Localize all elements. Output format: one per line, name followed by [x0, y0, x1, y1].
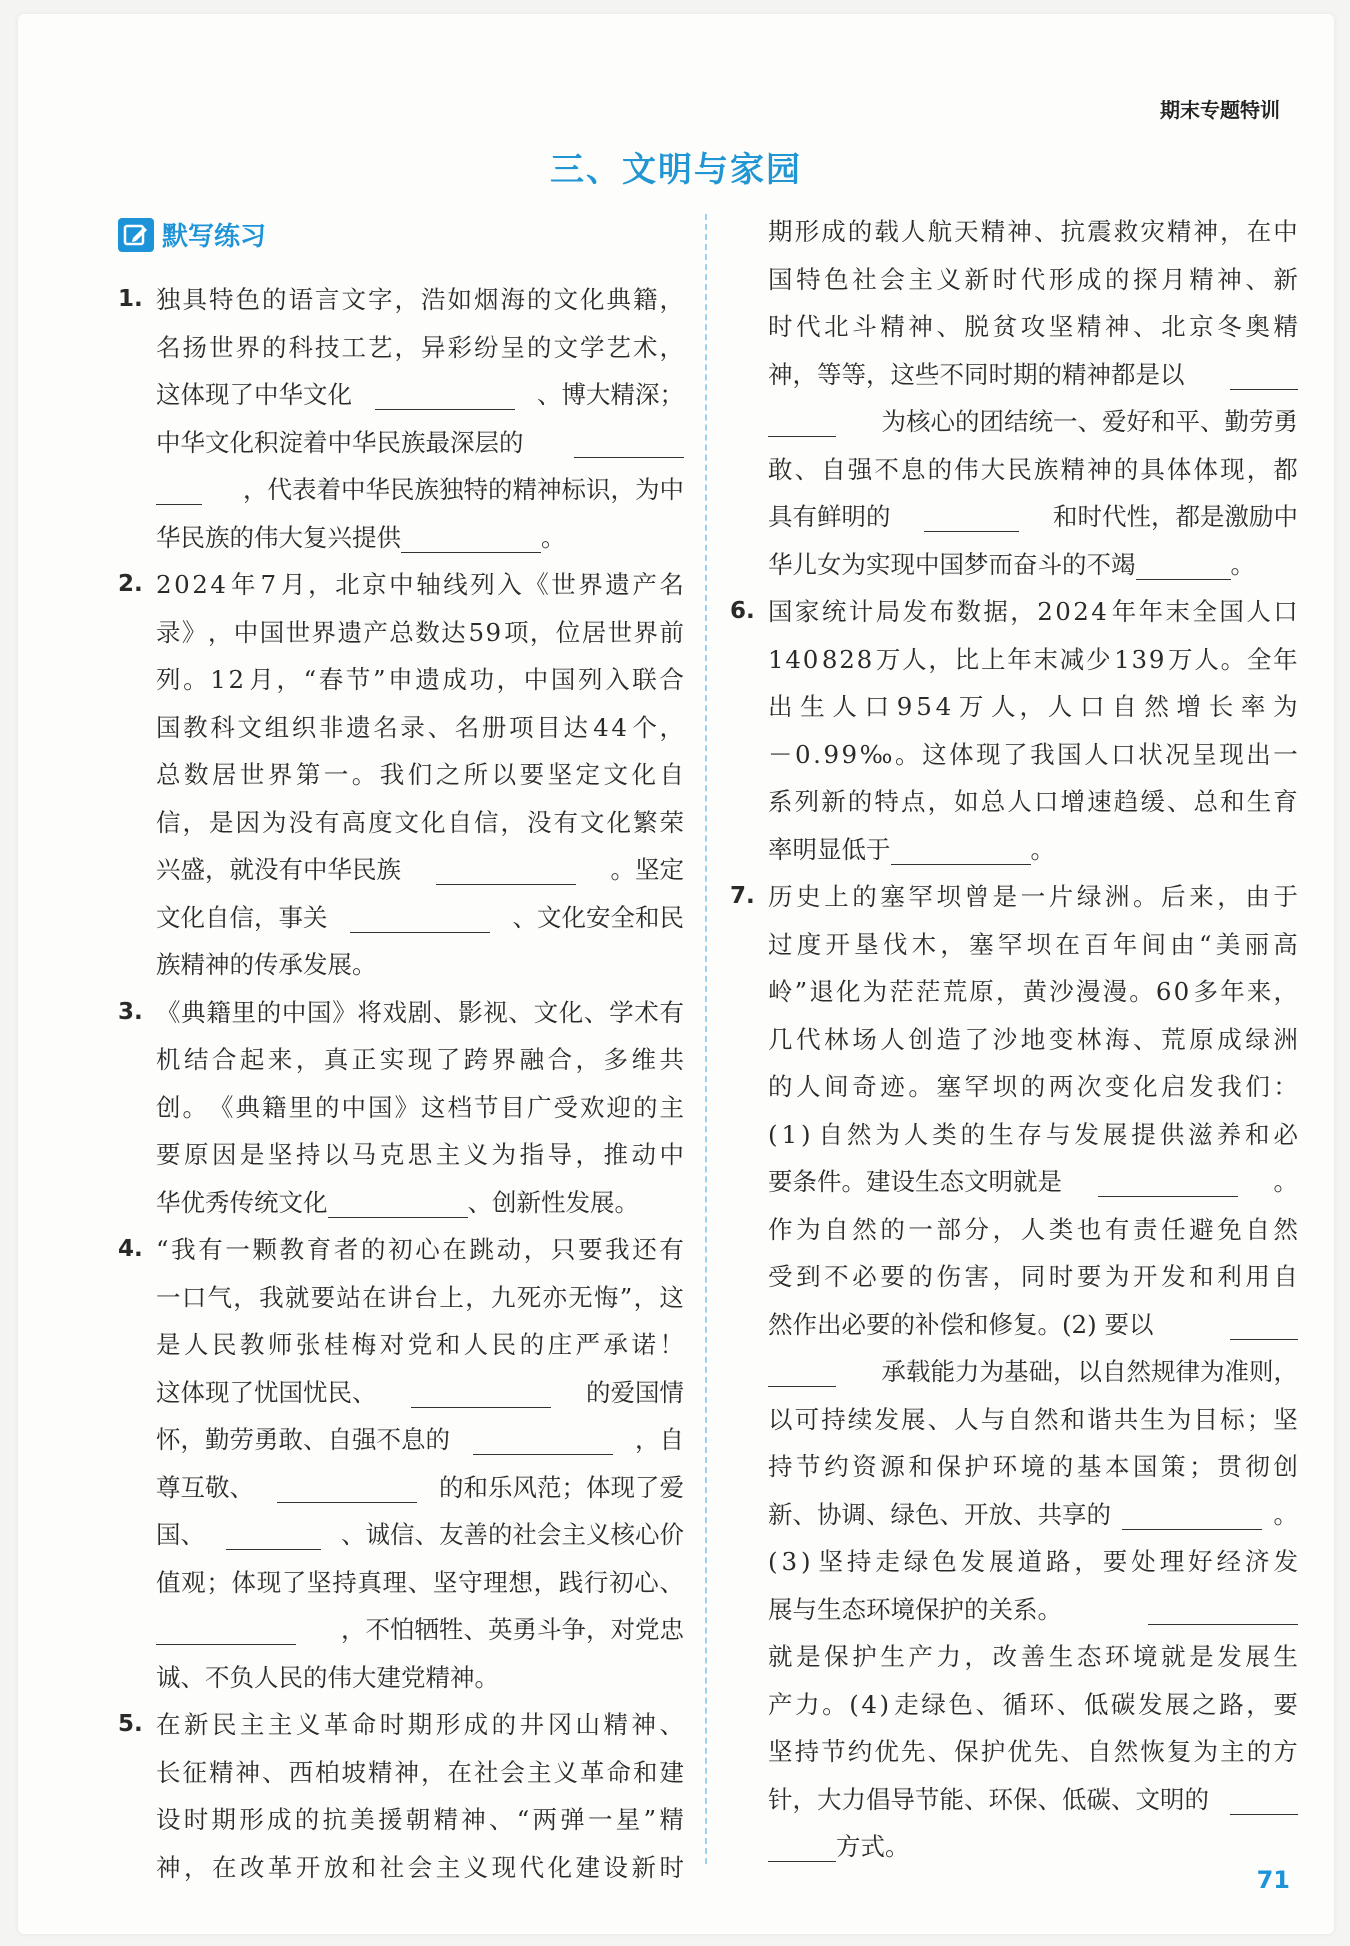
text-line [118, 514, 684, 562]
text-line [730, 303, 1298, 351]
text-line [118, 1084, 684, 1132]
text-line [118, 704, 684, 752]
text-line [730, 1396, 1298, 1444]
text-line [118, 1464, 684, 1512]
text-line [730, 446, 1298, 494]
line-text: 国 教 科 文 组 织 非 遗 名 录 、 名 册 项 目 达 4 4 个 ， [156, 712, 684, 742]
line-text: ( 3 ) 坚 持 走 绿 色 发 展 道 路 ， 要 处 理 好 经 济 发 [768, 1547, 1298, 1576]
answer-blank[interactable] [1230, 359, 1298, 390]
text-line [730, 1348, 1298, 1396]
right-column [730, 208, 1298, 1871]
answer-blank[interactable] [411, 1377, 551, 1408]
text-line [118, 419, 684, 467]
line-text: 1 4 0 8 2 8 万 人 ， 比 上 年 末 减 少 1 3 9 万 人 。 全 年 [768, 644, 1298, 674]
line-text: 。 [541, 522, 566, 552]
text-line [730, 1111, 1298, 1159]
question-number: 4. [118, 1236, 143, 1262]
line-text: 期 形 成 的 载 人 航 天 精 神 、 抗 震 救 灾 精 神 ， 在 中 [768, 217, 1298, 246]
line-text: 总 数 居 世 界 第 一 。 我 们 之 所 以 要 坚 定 文 化 自 [156, 760, 684, 789]
line-text: 的 人 间 奇 迹 。 塞 罕 坝 的 两 次 变 化 启 发 我 们 ： [768, 1072, 1298, 1101]
line-text: 一 口 气 ， 我 就 要 站 在 讲 台 上 ， 九 死 亦 无 悔 ” ， 这 [156, 1282, 684, 1312]
answer-blank[interactable] [924, 501, 1019, 532]
answer-blank[interactable] [350, 902, 490, 933]
line-text: 华民族的伟大复兴提供 [156, 522, 401, 552]
answer-blank[interactable] [891, 834, 1031, 865]
answer-blank[interactable] [156, 474, 202, 505]
line-text: 系 列 新 的 特 点 ， 如 总 人 口 增 速 趋 缓 、 总 和 生 育 [768, 787, 1298, 816]
header-tag: 期末专题特训 [1160, 98, 1280, 122]
question-item-continued [730, 208, 1298, 588]
text-line [730, 1443, 1298, 1491]
answer-blank[interactable] [375, 379, 515, 410]
pencil-icon [118, 218, 154, 252]
text-line [730, 731, 1298, 779]
line-text: 中华文化积淀着中华民族最深层的 [156, 427, 524, 457]
text-line [730, 921, 1298, 969]
line-text: 名 扬 世 界 的 科 技 工 艺 ， 异 彩 纷 呈 的 文 学 艺 术 ， [156, 332, 684, 362]
line-text: 独 具 特 色 的 语 言 文 字 ， 浩 如 烟 海 的 文 化 典 籍 ， [156, 285, 684, 314]
text-line [730, 1206, 1298, 1254]
line-text: “ 我 有 一 颗 教 育 者 的 初 心 在 跳 动 ， 只 要 我 还 有 [156, 1235, 684, 1264]
text-line [118, 1511, 684, 1559]
text-line [118, 371, 684, 419]
line-text: 录 》 ， 中 国 世 界 遗 产 总 数 达 5 9 项 ， 位 居 世 界 前 [156, 617, 684, 647]
worksheet-page [18, 14, 1334, 1934]
line-text: 族精神的传承发展。 [156, 950, 377, 979]
text-line [118, 1701, 684, 1749]
line-text: 针，大力倡导节能、环保、低碳、文明的 [768, 1784, 1209, 1814]
line-text: 这体现了忧国忧民、 [156, 1377, 377, 1407]
line-text: － 0 . 9 9 ‰ 。 这 体 现 了 我 国 人 口 状 况 呈 现 出 一 [768, 739, 1298, 769]
line-text: 就 是 保 护 生 产 力 ， 改 善 生 态 环 境 就 是 发 展 生 [768, 1642, 1298, 1671]
question-item [118, 561, 684, 989]
line-text: 神，等等，这些不同时期的精神都是以 [768, 359, 1185, 389]
text-line [118, 466, 684, 514]
line-text: 。坚定 [610, 855, 684, 884]
question-item [730, 588, 1298, 873]
left-column [118, 276, 684, 1891]
line-text: 文化自信，事关 [156, 902, 328, 932]
text-line [730, 1158, 1298, 1206]
text-line [730, 1776, 1298, 1824]
line-text: 承载能力为基础，以自然规律为准则， [881, 1357, 1298, 1386]
line-text: 坚 持 节 约 优 先 、 保 护 优 先 、 自 然 恢 复 为 主 的 方 [768, 1737, 1298, 1766]
question-number: 6. [730, 598, 755, 624]
line-text: 。 [1273, 1499, 1298, 1529]
text-line [118, 609, 684, 657]
text-line [730, 968, 1298, 1016]
line-text: 国、 [156, 1520, 205, 1549]
line-text: 几 代 林 场 人 创 造 了 沙 地 变 林 海 、 荒 原 成 绿 洲 [768, 1024, 1298, 1054]
question-number: 5. [118, 1711, 143, 1737]
text-line [118, 1274, 684, 1322]
line-text: 要 原 因 是 坚 持 以 马 克 思 主 义 为 指 导 ， 推 动 中 [156, 1140, 684, 1169]
line-text: 展与生态环境保护的关系。 [768, 1594, 1062, 1624]
answer-blank[interactable] [156, 1614, 296, 1645]
line-text: 方式。 [836, 1832, 910, 1861]
text-line [118, 1844, 684, 1892]
text-line [730, 1491, 1298, 1539]
line-text: 时 代 北 斗 精 神 、 脱 贫 攻 坚 精 神 、 北 京 冬 奥 精 [768, 312, 1298, 341]
text-line [730, 1063, 1298, 1111]
text-line [730, 256, 1298, 304]
question-item [730, 873, 1298, 1871]
line-text: 华优秀传统文化 [156, 1187, 328, 1217]
line-text: 国 特 色 社 会 主 义 新 时 代 形 成 的 探 月 精 神 、 新 [768, 264, 1298, 294]
text-line [730, 1301, 1298, 1349]
text-line [730, 588, 1298, 636]
text-line [730, 873, 1298, 921]
line-text: 2 0 2 4 年 7 月 ， 北 京 中 轴 线 列 入 《 世 界 遗 产 名 [156, 570, 684, 599]
question-item [118, 276, 684, 561]
text-line [730, 1538, 1298, 1586]
text-line [118, 1796, 684, 1844]
text-line [730, 1633, 1298, 1681]
section-heading [118, 216, 266, 253]
line-text: 尊互敬、 [156, 1472, 254, 1502]
section-label: 默写练习 [162, 222, 267, 252]
line-text: 在 新 民 主 主 义 革 命 时 期 形 成 的 井 冈 山 精 神 、 [156, 1710, 684, 1739]
line-text: 受 到 不 必 要 的 伤 害 ， 同 时 要 为 开 发 和 利 用 自 [768, 1262, 1298, 1291]
question-number: 7. [730, 883, 755, 909]
line-text: 值 观 ； 体 现 了 坚 持 真 理 、 坚 守 理 想 ， 践 行 初 心 、 [156, 1567, 684, 1597]
text-line [118, 751, 684, 799]
answer-blank[interactable] [473, 1424, 613, 1455]
line-text: ( 1 ) 自 然 为 人 类 的 生 存 与 发 展 提 供 滋 养 和 必 [768, 1119, 1298, 1149]
answer-blank[interactable] [226, 1519, 321, 1550]
text-line [118, 799, 684, 847]
text-line [118, 276, 684, 324]
line-text: 的和乐风范；体现了爱 [439, 1472, 684, 1502]
line-text: 这体现了中华文化 [156, 380, 352, 409]
line-text: 持 节 约 资 源 和 保 护 环 境 的 基 本 国 策 ； 贯 彻 创 [768, 1452, 1298, 1481]
text-line [730, 398, 1298, 446]
line-text: 神 ， 在 改 革 开 放 和 社 会 主 义 现 代 化 建 设 新 时 [156, 1852, 684, 1882]
text-line [730, 683, 1298, 731]
text-line [118, 1369, 684, 1417]
line-text: 《 典 籍 里 的 中 国 》 将 戏 剧 、 影 视 、 文 化 、 学 术 有 [156, 997, 684, 1027]
line-text: 列 。 1 2 月 ， “ 春 节 ” 申 遗 成 功 ， 中 国 列 入 联 合 [156, 665, 684, 694]
text-line [730, 1586, 1298, 1634]
text-line [730, 1728, 1298, 1776]
line-text: 。 [1230, 549, 1255, 579]
line-text: 出 生 人 口 9 5 4 万 人 ， 人 口 自 然 增 长 率 为 [768, 692, 1298, 721]
text-line [118, 1749, 684, 1797]
question-item [118, 989, 684, 1227]
text-line [118, 1226, 684, 1274]
line-text: 具有鲜明的 [768, 502, 891, 531]
line-text: 、创新性发展。 [467, 1187, 639, 1217]
text-line [118, 989, 684, 1037]
line-text: ，代表着中华民族独特的精神标识，为中 [243, 475, 684, 504]
line-text: 、文化安全和民 [512, 902, 684, 932]
line-text: 机 结 合 起 来 ， 真 正 实 现 了 跨 界 融 合 ， 多 维 共 [156, 1045, 684, 1074]
line-text: 然作出必要的补偿和修复。(2) 要以 [768, 1309, 1154, 1339]
question-number: 3. [118, 998, 143, 1025]
answer-blank[interactable] [1098, 1166, 1238, 1197]
answer-blank[interactable] [574, 427, 684, 458]
line-text: 长 征 精 神 、 西 柏 坡 精 神 ， 在 社 会 主 义 革 命 和 建 [156, 1757, 684, 1787]
column-divider [705, 214, 707, 1864]
text-line [730, 1016, 1298, 1064]
text-line [730, 1681, 1298, 1729]
line-text: 创 。 《 典 籍 里 的 中 国 》 这 档 节 目 广 受 欢 迎 的 主 [156, 1092, 684, 1122]
text-line [118, 941, 684, 989]
text-line [118, 1131, 684, 1179]
answer-blank[interactable] [1136, 549, 1231, 580]
line-text: 诚、不负人民的伟大建党精神。 [156, 1662, 499, 1692]
answer-blank[interactable] [277, 1472, 417, 1503]
answer-blank[interactable] [768, 1831, 836, 1862]
text-line [118, 1036, 684, 1084]
text-line [730, 636, 1298, 684]
question-number: 2. [118, 571, 143, 597]
text-line [730, 493, 1298, 541]
text-line [118, 1606, 684, 1654]
answer-blank[interactable] [401, 522, 541, 553]
line-text: 。 [1030, 834, 1055, 864]
line-text: 作 为 自 然 的 一 部 分 ， 人 类 也 有 责 任 避 免 自 然 [768, 1214, 1298, 1244]
text-line [730, 826, 1298, 874]
answer-blank[interactable] [768, 1356, 836, 1387]
question-item [118, 1701, 684, 1891]
answer-blank[interactable] [328, 1187, 468, 1218]
text-line [730, 778, 1298, 826]
page-title: 三、文明与家园 [550, 150, 802, 190]
text-line [730, 541, 1298, 589]
line-text: 的爱国情 [586, 1377, 684, 1407]
text-line [118, 561, 684, 609]
line-text: 、诚信、友善的社会主义核心价 [341, 1520, 684, 1549]
text-line [730, 1823, 1298, 1871]
line-text: 、博大精深； [537, 380, 684, 409]
line-text: 。 [1273, 1167, 1298, 1196]
line-text: 率明显低于 [768, 834, 891, 864]
text-line [118, 1179, 684, 1227]
line-text: 设 时 期 形 成 的 抗 美 援 朝 精 神 、 “ 两 弹 一 星 ” 精 [156, 1805, 684, 1834]
line-text: 兴盛，就没有中华民族 [156, 855, 401, 884]
answer-blank[interactable] [436, 854, 576, 885]
answer-blank[interactable] [1122, 1499, 1262, 1530]
line-text: 要条件。建设生态文明就是 [768, 1167, 1062, 1196]
text-line [118, 1321, 684, 1369]
line-text: 是 人 民 教 师 张 桂 梅 对 党 和 人 民 的 庄 严 承 诺 ！ [156, 1330, 684, 1359]
text-line [118, 894, 684, 942]
text-line [118, 1559, 684, 1607]
answer-blank[interactable] [768, 406, 836, 437]
line-text: 国 家 统 计 局 发 布 数 据 ， 2 0 2 4 年 年 末 全 国 人 口 [768, 597, 1298, 626]
line-text: 怀，勤劳勇敢、自强不息的 [156, 1425, 450, 1454]
question-number: 1. [118, 286, 143, 312]
line-text: 历 史 上 的 塞 罕 坝 曾 是 一 片 绿 洲 。 后 来 ， 由 于 [768, 882, 1298, 911]
answer-blank[interactable] [1230, 1309, 1298, 1340]
text-line [118, 1654, 684, 1702]
line-text: 为核心的团结统一、爱好和平、勤劳勇 [881, 407, 1298, 436]
question-item [118, 1226, 684, 1701]
text-line [118, 1416, 684, 1464]
text-line [118, 324, 684, 372]
line-text: 和时代性，都是激励中 [1053, 502, 1298, 531]
line-text: 信 ， 是 因 为 没 有 高 度 文 化 自 信 ， 没 有 文 化 繁 荣 [156, 807, 684, 837]
line-text: 新、协调、绿色、开放、共享的 [768, 1499, 1111, 1529]
line-text: 产 力 。 ( 4 ) 走 绿 色 、 循 环 、 低 碳 发 展 之 路 ， 要 [768, 1689, 1298, 1719]
line-text: ，不怕牺牲、英勇斗争，对党忠 [341, 1615, 684, 1644]
text-line [730, 208, 1298, 256]
answer-blank[interactable] [1230, 1784, 1298, 1815]
text-line [730, 351, 1298, 399]
line-text: 以 可 持 续 发 展 、 人 与 自 然 和 谐 共 生 为 目 标 ； 坚 [768, 1404, 1298, 1434]
line-text: 过 度 开 垦 伐 木 ， 塞 罕 坝 在 百 年 间 由 “ 美 丽 高 [768, 929, 1298, 959]
text-line [730, 1253, 1298, 1301]
line-text: 敢 、 自 强 不 息 的 伟 大 民 族 精 神 的 具 体 体 现 ， 都 [768, 454, 1298, 484]
text-line [118, 656, 684, 704]
answer-blank[interactable] [1148, 1594, 1298, 1625]
line-text: 岭 ” 退 化 为 茫 茫 荒 原 ， 黄 沙 漫 漫 。 6 0 多 年 来 ， [768, 977, 1298, 1006]
line-text: 华儿女为实现中国梦而奋斗的不竭 [768, 549, 1136, 579]
page-number: 71 [1256, 1866, 1290, 1894]
text-line [118, 846, 684, 894]
line-text: ，自 [635, 1425, 684, 1454]
